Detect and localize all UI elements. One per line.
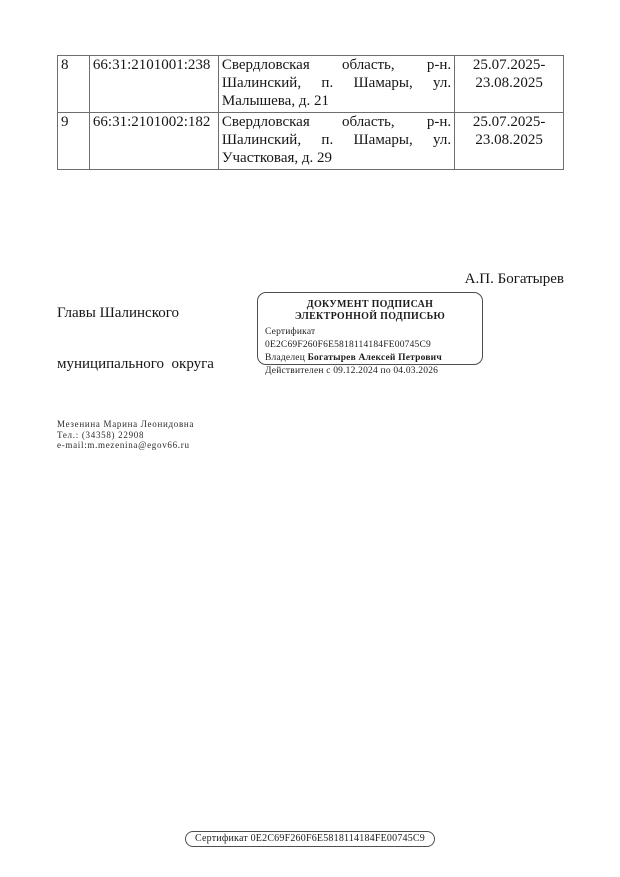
row-number-cell: 9	[58, 113, 90, 170]
row-number-cell: 8	[58, 56, 90, 113]
esign-stamp-details	[265, 326, 482, 378]
contact-email: e-mail:m.mezenina@egov66.ru	[57, 440, 190, 451]
signature-position-line1: Главы Шалинского	[57, 305, 180, 321]
certificate-value: 0E2C69F260F6E5818114184FE00745C9	[265, 340, 431, 350]
certificate-line	[265, 326, 482, 352]
cadastral-number-cell: 66:31:2101002:182	[89, 113, 218, 170]
esign-stamp-title-line2: ЭЛЕКТРОННОЙ ПОДПИСЬЮ	[294, 310, 446, 322]
address-cell: Свердловская область, р-н. Шалинский, п. Шамары, ул. Малышева, д. 21	[218, 56, 454, 113]
period-cell: 25.07.2025-23.08.2025	[455, 56, 564, 113]
contact-phone: Тел.: (34358) 22908	[57, 429, 145, 440]
cadastral-table	[57, 55, 564, 170]
signature-name: А.П. Богатырев	[464, 271, 564, 287]
owner-name: Богатырев Алексей Петрович	[307, 353, 442, 363]
contact-name: Мезенина Марина Леонидовна	[57, 419, 195, 429]
table-row	[58, 113, 564, 170]
validity-line: Действителен с 09.12.2024 по 04.03.2026	[265, 366, 439, 376]
esign-stamp-title-line1: ДОКУМЕНТ ПОДПИСАН	[306, 299, 434, 310]
signature-position-title	[57, 271, 214, 407]
contact-block	[57, 419, 194, 451]
owner-line	[265, 352, 482, 365]
esign-stamp	[257, 292, 483, 376]
esign-stamp-title	[258, 299, 482, 322]
table-row	[58, 56, 564, 113]
signature-position-line2: муниципального округа	[57, 356, 214, 372]
cadastral-number-cell: 66:31:2101001:238	[89, 56, 218, 113]
address-cell: Свердловская область, р-н. Шалинский, п. Шамары, ул. Участковая, д. 29	[218, 113, 454, 170]
certificate-badge: Сертификат 0E2C69F260F6E5818114184FE00745C9	[185, 831, 435, 847]
certificate-label: Сертификат	[265, 327, 316, 337]
owner-label: Владелец	[265, 353, 308, 363]
period-cell: 25.07.2025-23.08.2025	[455, 113, 564, 170]
